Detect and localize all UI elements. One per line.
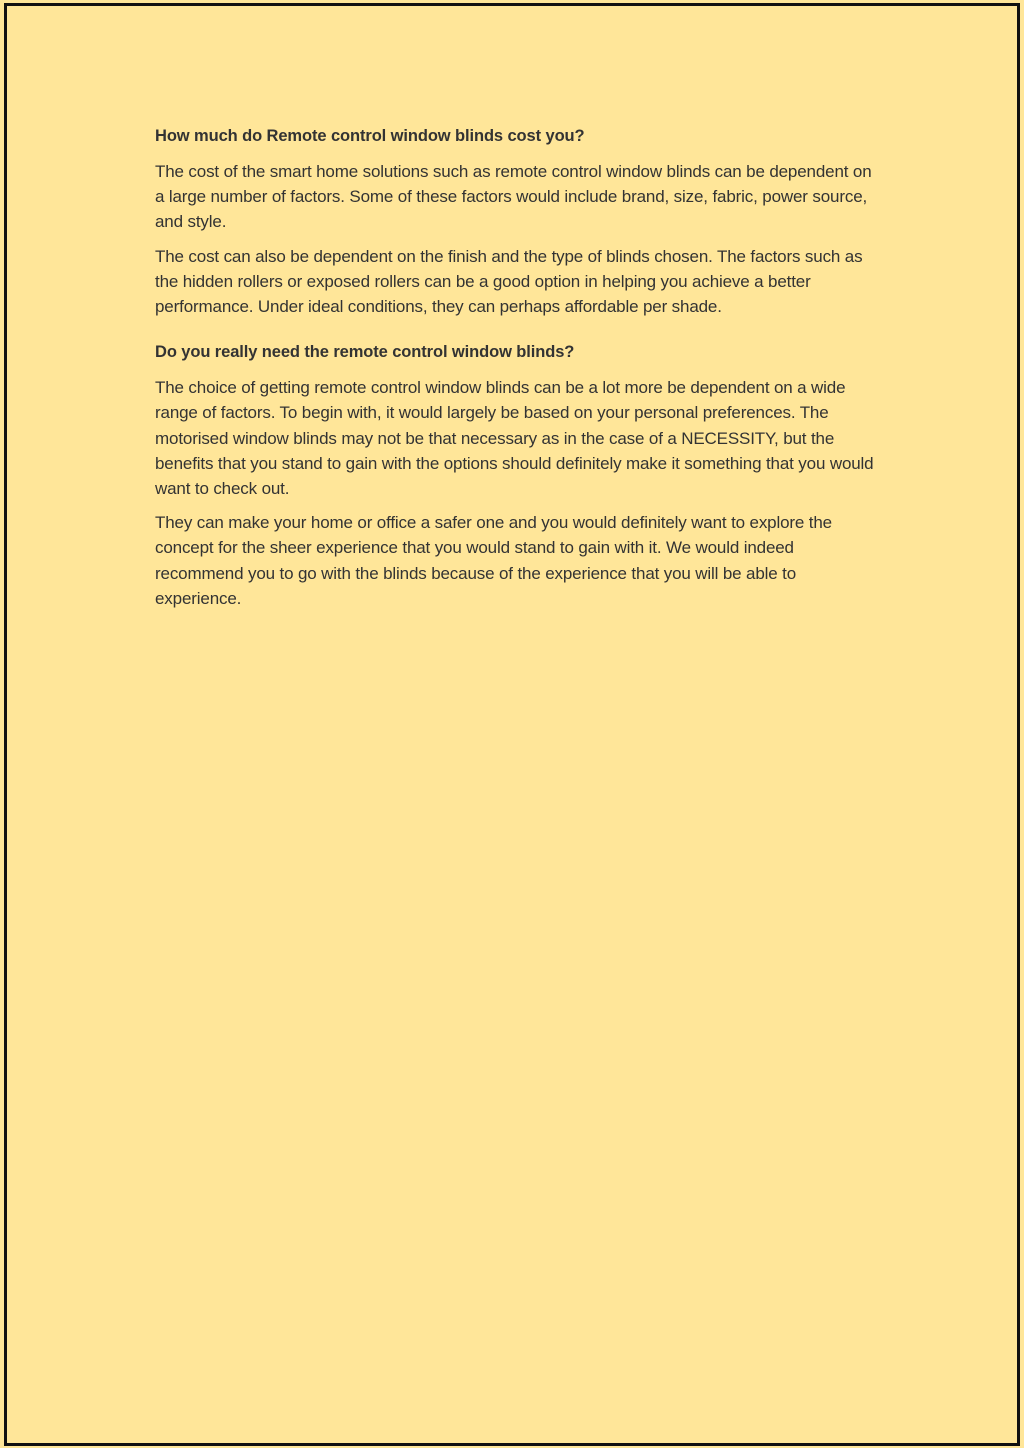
paragraph: The choice of getting remote control window blinds can be a lot more be dependent on a wide range of factors. To begin with, it would largely be based on your personal preferences. The motorised window blinds may not be that necessary as in the case of a NECESSITY, but the benefits that you stand to gain with the options should definitely make it something that you would want to check out. [155,378,874,499]
document-body [155,124,875,620]
paragraph: They can make your home or office a safer one and you would definitely want to explore the concept for the sheer experience that you would stand to gain with it. We would indeed recommend you to go with the blinds because of the experience that you will be able to experience. [155,513,832,608]
section-cost [155,124,875,319]
section-heading: Do you really need the remote control window blinds? [155,343,575,362]
paragraph: The cost of the smart home solutions such as remote control window blinds can be dependent on a large number of factors. Some of these factors would include brand, size, fabric, power source, and style. [155,162,872,232]
section-heading: How much do Remote control window blinds cost you? [155,127,585,145]
section-need [155,340,875,611]
section-spacer [155,328,875,340]
paragraph: The cost can also be dependent on the finish and the type of blinds chosen. The factors such as the hidden rollers or exposed rollers can be a good option in helping you achieve a better performance. Under ideal conditions, they can perhaps affordable per shade. [155,246,863,317]
